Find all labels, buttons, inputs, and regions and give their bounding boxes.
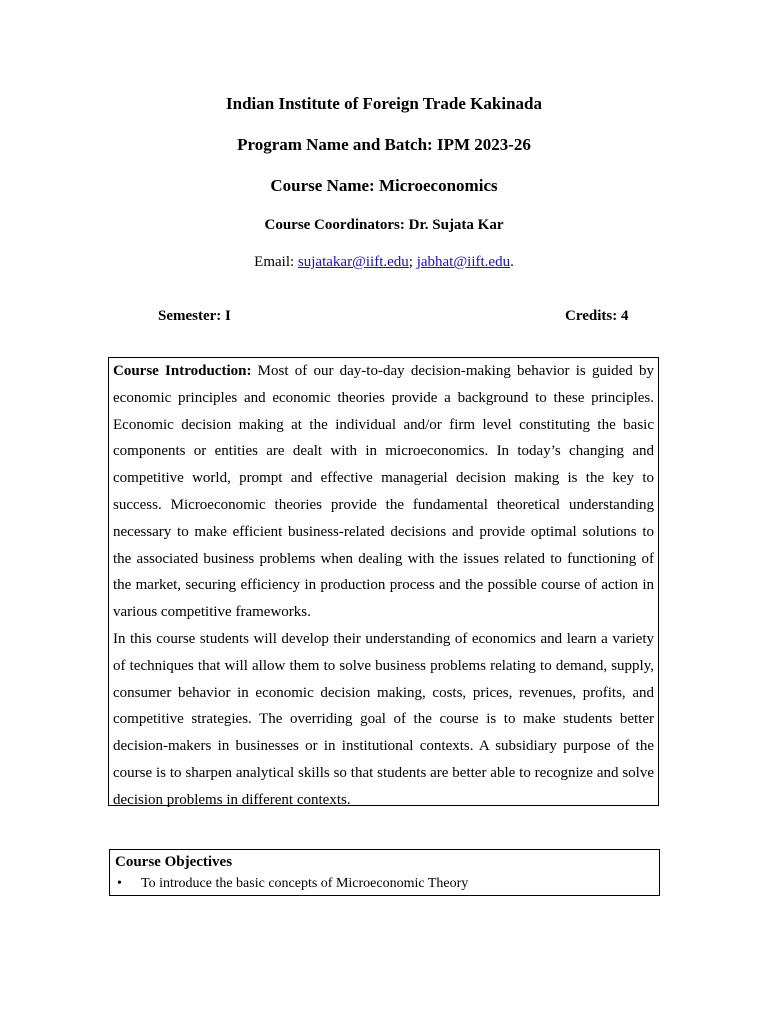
intro-heading: Course Introduction: [113, 363, 252, 379]
semester-label: Semester: I [158, 308, 231, 324]
email-label: Email: [254, 254, 298, 270]
intro-paragraph-2: In this course students will develop their understanding of economics and learn a variety of techniques that will allow them to solve business problems relating to demand, supply, consumer behavior in economic decision making, costs, prices, revenues, profits, and competitive strategies. The overriding goal of the course is to make students better decision-makers in businesses or in institutional contexts. A subsidiary purpose of the course is to sharpen analytical skills so that students are better able to recognize and solve decision problems in different contexts. [113, 630, 654, 808]
intro-text-1: Most of our day-to-day decision-making behavior is guided by economic principles and economic theories provide a background to these principles. Economic decision making at the individual and/or firm level constituting the basic components or entities are dealt with in microeconomics. In today’s changing and competitive world, prompt and effective managerial decision making is the key to success. Microeconomic theories provide the fundamental theoretical understanding necessary to make efficient business-related decisions and provide optimal solutions to the associated business problems when dealing with the issues related to functioning of the market, securing efficiency in production process and the possible course of action in various competitive frameworks. [113, 363, 654, 621]
program-title: Program Name and Batch: IPM 2023-26 [237, 135, 531, 154]
institute-title: Indian Institute of Foreign Trade Kakinada [226, 94, 542, 113]
email-line [0, 254, 768, 271]
objective-item-text: To introduce the basic concepts of Microeconomic Theory [141, 876, 469, 891]
bullet-icon: • [117, 876, 122, 891]
course-introduction-box [108, 357, 659, 806]
email-link-sujatakar[interactable]: sujatakar@iift.edu [297, 254, 409, 270]
intro-paragraph-1 [113, 358, 654, 626]
email-separator: ; [408, 254, 417, 270]
course-objectives-box [109, 849, 660, 896]
course-name: Course Name: Microeconomics [270, 176, 498, 195]
email-end: . [510, 254, 514, 270]
objective-item [115, 874, 654, 894]
course-coordinators: Course Coordinators: Dr. Sujata Kar [264, 217, 504, 233]
credits-label: Credits: 4 [565, 308, 629, 324]
email-link-jabhat[interactable]: jabhat@iift.edu [416, 254, 511, 270]
objectives-title: Course Objectives [115, 854, 233, 870]
